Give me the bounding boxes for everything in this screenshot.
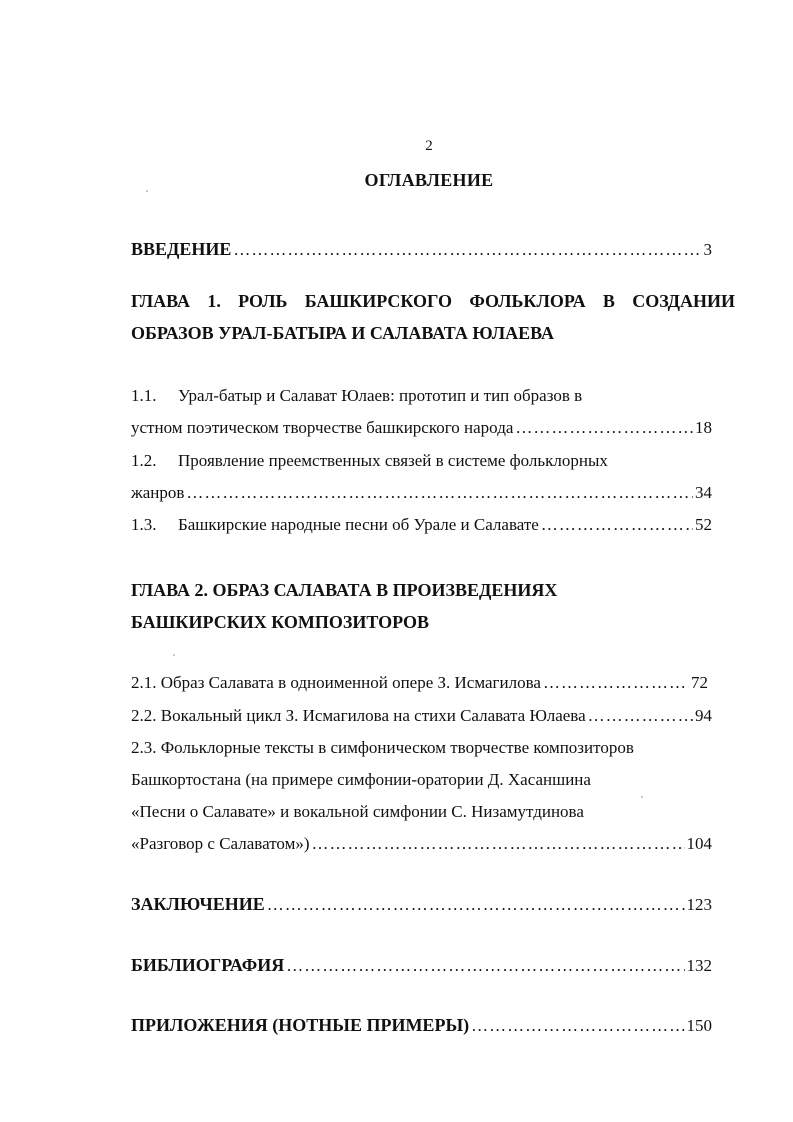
chapter-2-heading-line-1[interactable]: ГЛАВА 2. ОБРАЗ САЛАВАТА В ПРОИЗВЕДЕНИЯХ [131,580,558,600]
toc-page-number: 52 [695,515,712,534]
toc-page-number: 34 [695,483,712,502]
section-title-line-1: Урал-батыр и Салават Юлаев: прототип и тип образов в [178,386,583,405]
toc-page-number: 123 [686,895,712,914]
toc-entry-1-1[interactable] [131,386,631,406]
toc-entry-label: ЗАКЛЮЧЕНИЕ [131,894,265,914]
section-number: 1.1. [131,386,157,405]
toc-entry-2-3-line-4[interactable] [131,834,712,854]
section-title: Башкирские народные песни об Урале и Салавате [178,515,539,534]
toc-entry-conclusion[interactable] [131,894,712,915]
scan-speck [173,654,175,656]
toc-entry-label: БИБЛИОГРАФИЯ [131,955,285,975]
scan-speck [146,190,148,192]
toc-entry-1-1-continued[interactable] [131,418,712,438]
section-title-line-4: «Разговор с Салаватом») [131,834,310,853]
section-title: 2.2. Вокальный цикл З. Исмагилова на стихи Салавата Юлаева [131,706,586,725]
toc-entry-1-2[interactable] [131,451,691,471]
toc-page-number: 72 [691,673,708,692]
dot-leader [312,834,685,854]
toc-page-number: 104 [686,834,712,853]
dot-leader [541,515,693,535]
toc-page-number: 18 [695,418,712,437]
page-number: 2 [425,138,433,154]
toc-page-number: 94 [695,706,712,725]
section-number: 1.3. [131,515,157,534]
toc-entry-2-2[interactable] [131,706,712,726]
toc-page-number: 150 [686,1016,712,1035]
toc-entry-bibliography[interactable] [131,955,712,976]
dot-leader [543,673,689,693]
dot-leader [267,895,685,915]
toc-page-number: 132 [686,956,712,975]
chapter-1-heading-line-2[interactable]: ОБРАЗОВ УРАЛ-БАТЫРА И САЛАВАТА ЮЛАЕВА [131,323,554,343]
toc-entry-label: ВВЕДЕНИЕ [131,239,232,259]
dot-leader [233,240,701,260]
table-of-contents-title: ОГЛАВЛЕНИЕ [364,170,494,190]
toc-entry-intro[interactable] [131,239,712,260]
section-number: 1.2. [131,451,157,470]
chapter-2-heading-line-2[interactable]: БАШКИРСКИХ КОМПОЗИТОРОВ [131,612,430,632]
section-title-line-2: устном поэтическом творчестве башкирского народа [131,418,514,437]
toc-entry-2-3-line-1[interactable]: 2.3. Фольклорные тексты в симфоническом творчестве композиторов [131,738,634,757]
section-title-line-1: Проявление преемственных связей в системе фольклорных [178,451,608,470]
dot-leader [186,483,693,503]
toc-entry-2-3-line-2[interactable]: Башкортостана (на примере симфонии-оратории Д. Хасаншина [131,770,591,789]
toc-entry-1-2-continued[interactable] [131,483,712,503]
chapter-1-heading-line-1[interactable]: ГЛАВА 1. РОЛЬ БАШКИРСКОГО ФОЛЬКЛОРА В СОЗДАНИИ [131,291,735,311]
toc-entry-1-3[interactable] [131,515,712,535]
dot-leader [515,418,693,438]
toc-entry-appendix[interactable] [131,1015,712,1036]
dot-leader [471,1016,684,1036]
toc-entry-2-3-line-3[interactable]: «Песни о Салавате» и вокальной симфонии С. Низамутдинова [131,802,584,821]
section-title: 2.1. Образ Салавата в одноименной опере З. Исмагилова [131,673,541,692]
dot-leader [286,956,684,976]
toc-page-number: 3 [703,240,712,259]
toc-entry-label: ПРИЛОЖЕНИЯ (НОТНЫЕ ПРИМЕРЫ) [131,1015,470,1035]
section-title-line-2: жанров [131,483,185,502]
toc-entry-2-1[interactable] [131,673,708,693]
dot-leader [588,706,693,726]
scan-speck [641,796,643,798]
